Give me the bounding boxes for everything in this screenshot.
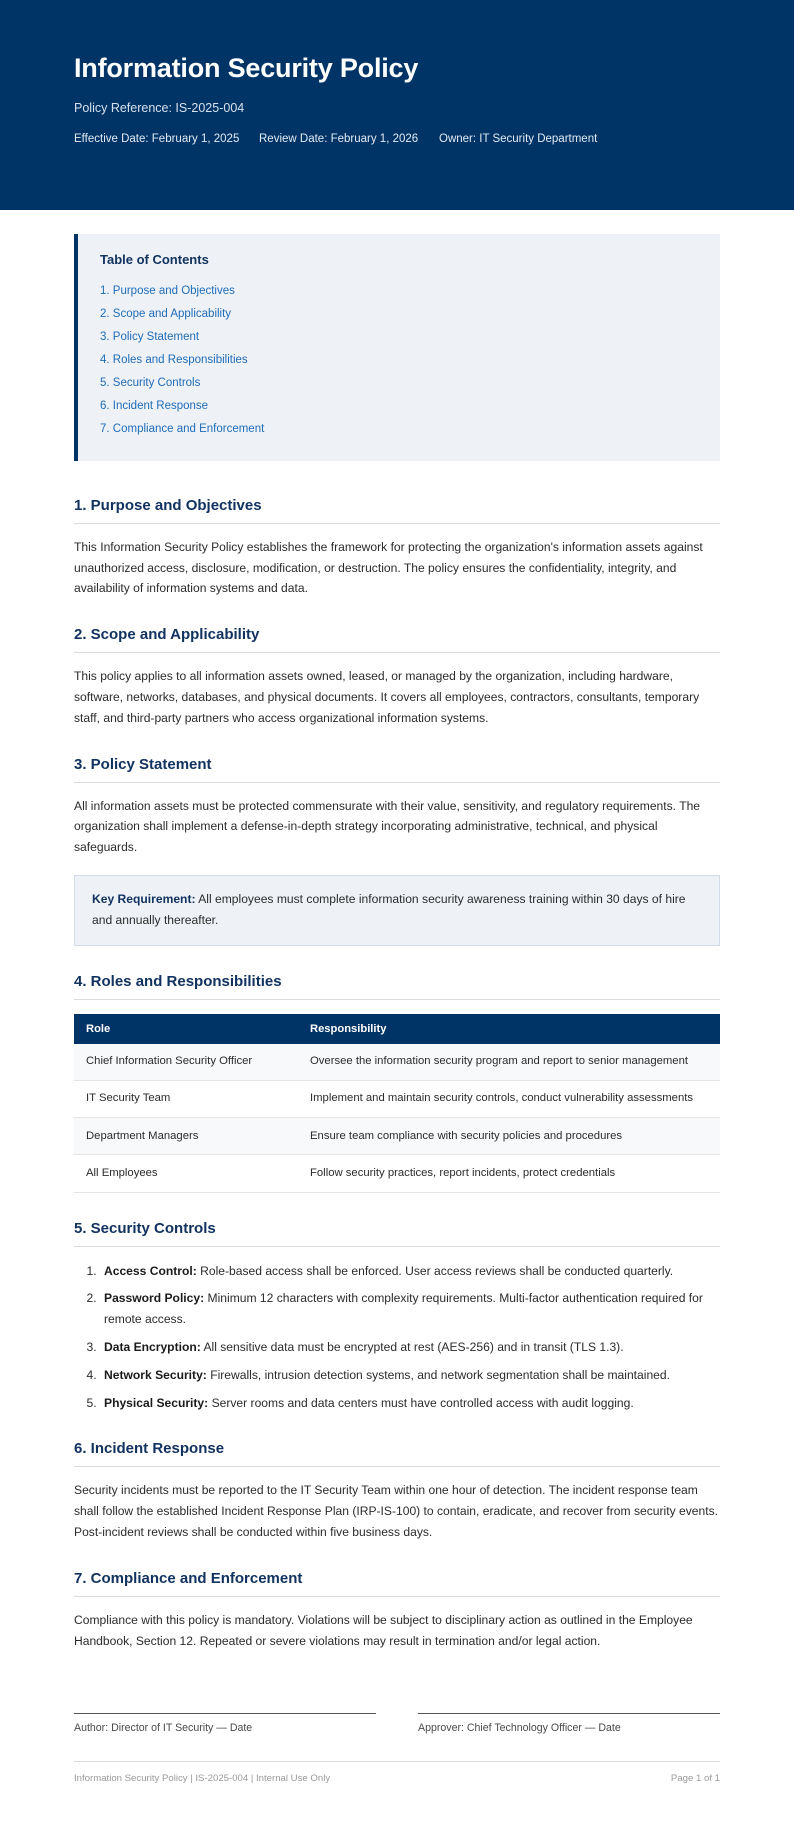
page-title: Information Security Policy [74,53,419,83]
section-paragraph: This Information Security Policy establishes the framework for protecting the organization's information assets against unauthorized access, disclosure, modification, or destruction. The policy ensures the confidentiality, integrity, and availability of information systems and data. [74,539,703,596]
table-body [74,1044,720,1193]
callout-text: All employees must complete information security awareness training within 30 days of hire and annually thereafter. [92,891,686,927]
column-header-responsibility: Responsibility [298,1014,720,1044]
key-requirement-callout [74,875,720,946]
effective-date: Effective Date: February 1, 2025 [74,133,240,146]
section-heading: 2. Scope and Applicability [74,626,720,653]
toc-link-purpose[interactable]: 1. Purpose and Objectives [100,285,235,298]
section-paragraph: Security incidents must be reported to the IT Security Team within one hour of detection. The incident response team shall follow the established Incident Response Plan (IRP-IS-100) to contain, eradicate, and recover from security events. Post-incident reviews shall be conducted within five business days. [74,1483,718,1539]
cell-role: All Employees [74,1155,298,1192]
header-meta-row [74,133,720,145]
signature-line [74,1713,376,1714]
section-body [74,1261,720,1414]
section-purpose-and-objectives [74,497,720,599]
toc-list [100,280,698,441]
section-compliance-and-enforcement [74,1570,720,1652]
author-signature-label: Author: Director of IT Security — Date [74,1722,253,1735]
control-term: Access Control: [104,1263,197,1278]
column-header-role: Role [74,1014,298,1044]
list-item [100,349,698,372]
list-item [100,1288,720,1330]
section-security-controls [74,1220,720,1414]
section-paragraph: This policy applies to all information assets owned, leased, or managed by the organization, including hardware, software, networks, databases, and physical documents. It covers all employees, contractors, consultants, temporary staff, and third-party partners who access organizational information systems. [74,669,700,725]
approver-signature [418,1713,720,1734]
toc-link-roles[interactable]: 4. Roles and Responsibilities [100,354,248,367]
control-term: Data Encryption: [104,1339,201,1354]
cell-responsibility: Follow security practices, report incidents, protect credentials [298,1155,720,1192]
section-paragraph: All information assets must be protected commensurate with their value, sensitivity, and regulatory requirements. The organization shall implement a defense-in-depth strategy incorporating administrative, technical, and physical safeguards. [74,798,701,855]
list-item [100,372,698,395]
list-item [100,280,698,303]
section-body [74,1610,720,1652]
document-body [0,210,794,1824]
signature-line [418,1713,720,1714]
list-item [100,1393,720,1414]
section-heading: 1. Purpose and Objectives [74,497,720,524]
security-controls-list [74,1261,720,1414]
approver-signature-label: Approver: Chief Technology Officer — Date [418,1722,621,1735]
list-item [100,395,698,418]
control-term: Physical Security: [104,1395,209,1410]
cell-responsibility: Oversee the information security program and report to senior management [298,1044,720,1081]
cell-responsibility: Ensure team compliance with security policies and procedures [298,1118,720,1155]
signature-block [74,1713,720,1734]
control-text: Server rooms and data centers must have controlled access with audit logging. [208,1395,634,1410]
list-item [100,418,698,441]
review-date: Review Date: February 1, 2026 [259,133,419,146]
list-item [100,1365,720,1386]
cell-role: Department Managers [74,1118,298,1155]
section-heading: 7. Compliance and Enforcement [74,1570,720,1597]
section-body [74,1014,720,1193]
toc-link-policy-statement[interactable]: 3. Policy Statement [100,331,200,344]
callout-label: Key Requirement: [92,891,196,906]
section-heading: 4. Roles and Responsibilities [74,973,720,1000]
table-row [74,1155,720,1192]
toc-title: Table of Contents [100,252,209,267]
section-heading: 5. Security Controls [74,1220,720,1247]
section-incident-response [74,1440,720,1542]
control-text: All sensitive data must be encrypted at rest (AES-256) and in transit (TLS 1.3). [200,1339,624,1354]
cell-responsibility: Implement and maintain security controls, conduct vulnerability assessments [298,1080,720,1117]
table-row [74,1044,720,1081]
section-policy-statement [74,756,720,946]
section-body [74,796,720,946]
list-item [100,326,698,349]
control-term: Network Security: [104,1367,207,1382]
section-body [74,666,720,728]
footer-left-text: Information Security Policy | IS-2025-004 | Internal Use Only [74,1773,331,1785]
toc-link-incident-response[interactable]: 6. Incident Response [100,400,209,413]
toc-link-compliance[interactable]: 7. Compliance and Enforcement [100,423,265,436]
list-item [100,1337,720,1358]
document-header [0,0,794,210]
document-owner: Owner: IT Security Department [439,133,598,146]
table-row [74,1080,720,1117]
section-paragraph: Compliance with this policy is mandatory. Violations will be subject to disciplinary action as outlined in the Employee Handbook, Section 12. Repeated or severe violations may result in termination and/or legal action. [74,1612,693,1648]
cell-role: Chief Information Security Officer [74,1044,298,1081]
footer-page-number: Page 1 of 1 [670,1773,720,1785]
section-heading: 6. Incident Response [74,1440,720,1467]
control-text: Minimum 12 characters with complexity requirements. Multi-factor authentication required for remote access. [104,1291,703,1327]
author-signature [74,1713,376,1734]
control-term: Password Policy: [104,1291,205,1306]
section-body [74,1480,720,1542]
list-item [100,303,698,326]
control-text: Role-based access shall be enforced. User access reviews shall be conducted quarterly. [196,1263,674,1278]
section-body [74,537,720,599]
table-header-row [74,1014,720,1044]
table-row [74,1118,720,1155]
section-heading: 3. Policy Statement [74,756,720,783]
section-scope-and-applicability [74,626,720,728]
table-of-contents [74,234,720,461]
policy-reference: Policy Reference: IS-2025-004 [74,101,245,116]
table-header [74,1014,720,1044]
toc-link-scope[interactable]: 2. Scope and Applicability [100,308,232,321]
toc-link-security-controls[interactable]: 5. Security Controls [100,377,201,390]
roles-table [74,1014,720,1193]
control-text: Firewalls, intrusion detection systems, and network segmentation shall be maintained. [206,1367,670,1382]
list-item [100,1261,720,1282]
section-roles-and-responsibilities [74,973,720,1193]
document-footer [74,1761,720,1824]
cell-role: IT Security Team [74,1080,298,1117]
